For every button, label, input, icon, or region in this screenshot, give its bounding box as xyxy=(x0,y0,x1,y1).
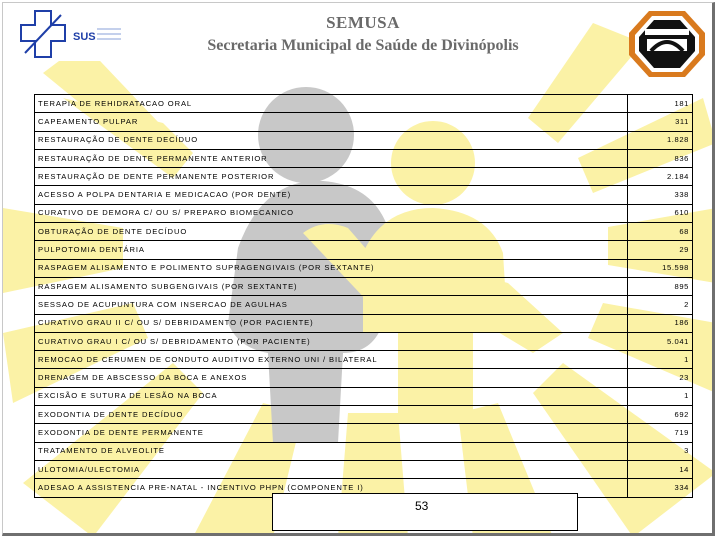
table-row xyxy=(35,351,693,369)
procedure-value: 2 xyxy=(628,296,693,314)
table-row xyxy=(35,442,693,460)
procedure-value: 719 xyxy=(628,424,693,442)
procedure-label: CURATIVO GRAU II C/ OU S/ DEBRIDAMENTO (POR PACIENTE) xyxy=(35,314,628,332)
table-row xyxy=(35,149,693,167)
procedure-label: SESSAO DE ACUPUNTURA COM INSERCAO DE AGULHAS xyxy=(35,296,628,314)
procedure-label: EXODONTIA DE DENTE DECÍDUO xyxy=(35,406,628,424)
procedure-label: RESTAURAÇÃO DE DENTE PERMANENTE POSTERIOR xyxy=(35,168,628,186)
procedure-label: RESTAURAÇÃO DE DENTE PERMANENTE ANTERIOR xyxy=(35,149,628,167)
table-row xyxy=(35,223,693,241)
procedure-label: RASPAGEM ALISAMENTO SUBGENGIVAIS (POR SEXTANTE) xyxy=(35,277,628,295)
procedure-value: 610 xyxy=(628,204,693,222)
table-row xyxy=(35,406,693,424)
procedure-label: RASPAGEM ALISAMENTO E POLIMENTO SUPRAGENGIVAIS (POR SEXTANTE) xyxy=(35,259,628,277)
table-row xyxy=(35,296,693,314)
procedure-value: 14 xyxy=(628,460,693,478)
procedure-label: PULPOTOMIA DENTÁRIA xyxy=(35,241,628,259)
table-row xyxy=(35,186,693,204)
table-row xyxy=(35,259,693,277)
procedures-table xyxy=(34,94,693,498)
table-row xyxy=(35,424,693,442)
table-row xyxy=(35,95,693,113)
table-row xyxy=(35,332,693,350)
procedure-label: EXCISÃO E SUTURA DE LESÃO NA BOCA xyxy=(35,387,628,405)
page-subtitle: Secretaria Municipal de Saúde de Divinópolis xyxy=(207,37,519,54)
procedure-label: CURATIVO GRAU I C/ OU S/ DEBRIDAMENTO (POR PACIENTE) xyxy=(35,332,628,350)
procedure-label: ADESAO A ASSISTENCIA PRE-NATAL - INCENTIVO PHPN (COMPONENTE I) xyxy=(35,479,628,497)
procedure-label: EXODONTIA DE DENTE PERMANENTE xyxy=(35,424,628,442)
procedure-value: 1 xyxy=(628,387,693,405)
sus-logo xyxy=(17,7,125,61)
header-title-block xyxy=(163,13,563,55)
municipal-emblem-icon xyxy=(627,9,707,79)
procedure-value: 15.598 xyxy=(628,259,693,277)
procedure-label: OBTURAÇÃO DE DENTE DECÍDUO xyxy=(35,223,628,241)
procedure-value: 23 xyxy=(628,369,693,387)
procedure-value: 68 xyxy=(628,223,693,241)
procedure-value: 186 xyxy=(628,314,693,332)
procedure-value: 895 xyxy=(628,277,693,295)
procedure-value: 1 xyxy=(628,351,693,369)
procedure-label: CURATIVO DE DEMORA C/ OU S/ PREPARO BIOMECANICO xyxy=(35,204,628,222)
page-number: 53 xyxy=(415,499,429,513)
procedure-value: 5.041 xyxy=(628,332,693,350)
procedure-label: TERAPIA DE REHIDRATACAO ORAL xyxy=(35,95,628,113)
procedure-label: REMOCAO DE CERUMEN DE CONDUTO AUDITIVO EXTERNO UNI / BILATERAL xyxy=(35,351,628,369)
procedure-value: 836 xyxy=(628,149,693,167)
slide xyxy=(2,2,715,536)
procedure-value: 2.184 xyxy=(628,168,693,186)
procedure-value: 3 xyxy=(628,442,693,460)
table-row xyxy=(35,314,693,332)
procedure-value: 29 xyxy=(628,241,693,259)
procedure-label: ACESSO A POLPA DENTARIA E MEDICACAO (POR DENTE) xyxy=(35,186,628,204)
table-row xyxy=(35,460,693,478)
table-row xyxy=(35,241,693,259)
procedure-label: RESTAURAÇÃO DE DENTE DECÍDUO xyxy=(35,131,628,149)
table-row xyxy=(35,277,693,295)
table-row xyxy=(35,113,693,131)
procedure-value: 338 xyxy=(628,186,693,204)
table-row xyxy=(35,168,693,186)
procedure-value: 692 xyxy=(628,406,693,424)
table-row xyxy=(35,387,693,405)
procedure-value: 311 xyxy=(628,113,693,131)
procedure-value: 181 xyxy=(628,95,693,113)
procedure-label: CAPEAMENTO PULPAR xyxy=(35,113,628,131)
procedure-label: ULOTOMIA/ULECTOMIA xyxy=(35,460,628,478)
svg-text:SUS: SUS xyxy=(73,31,96,43)
procedure-value: 334 xyxy=(628,479,693,497)
table-row xyxy=(35,131,693,149)
table-row xyxy=(35,204,693,222)
procedure-label: TRATAMENTO DE ALVEOLITE xyxy=(35,442,628,460)
page-title: SEMUSA xyxy=(326,13,400,32)
procedure-label: DRENAGEM DE ABSCESSO DA BOCA E ANEXOS xyxy=(35,369,628,387)
table-row xyxy=(35,369,693,387)
procedure-value: 1.828 xyxy=(628,131,693,149)
